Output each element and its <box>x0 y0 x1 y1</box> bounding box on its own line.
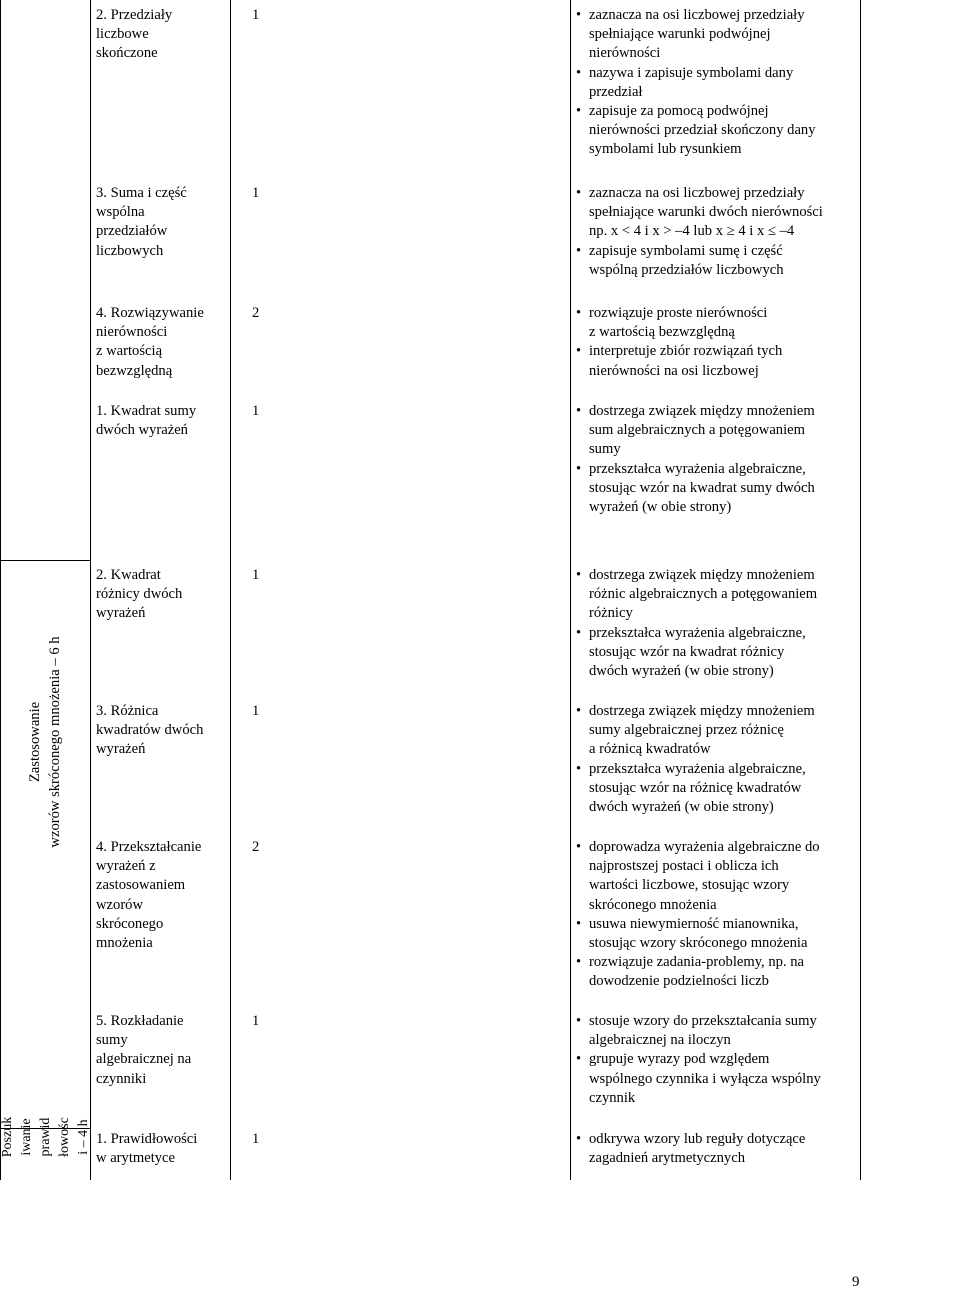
bullet-icon: • <box>576 242 582 259</box>
section-label-line: i – 4 h <box>76 1119 91 1155</box>
row-topic: 1. Kwadrat sumy dwóch wyrażeń <box>96 403 197 439</box>
bullet-icon: • <box>576 305 582 321</box>
requirement-item: • nazywa i zapisuje symbolami dany przedział <box>576 64 794 100</box>
bullet-icon: • <box>576 703 582 719</box>
page-number: 9 <box>852 1274 860 1290</box>
requirement-item: • zaznacza na osi liczbowej przedziały spełniające warunki podwójnej nierówności <box>576 7 805 62</box>
row-hours: 2 <box>252 839 260 855</box>
row-hours: 2 <box>252 305 260 321</box>
row-hours: 1 <box>252 567 260 583</box>
requirement-item: • dostrzega związek między mnożeniem sum algebraicznych a potęgowaniem sumy <box>576 403 815 458</box>
row-topic: 4. Rozwiązywanie nierówności z wartością bezwzględną <box>96 305 204 379</box>
bullet-icon: • <box>576 1013 582 1029</box>
bullet-icon: • <box>576 64 582 81</box>
requirement-item: • dostrzega związek między mnożeniem różnic algebraicznych a potęgowaniem różnicy <box>576 567 818 622</box>
row-topic: 3. Suma i część wspólna przedziałów liczbowych <box>96 185 187 259</box>
section-column-border <box>90 0 91 1180</box>
bullet-icon: • <box>576 760 582 777</box>
requirement-item: • grupuje wyrazy pod względem wspólnego czynnika i wyłącza wspólny czynnik <box>576 1051 821 1106</box>
row-requirements <box>576 6 866 160</box>
section-label-line: Poszuk <box>0 1116 15 1158</box>
bullet-icon: • <box>576 624 582 641</box>
row-requirements <box>576 304 866 381</box>
row-requirements <box>576 1130 866 1168</box>
row-requirements <box>576 566 866 681</box>
requirement-item: • doprowadza wyrażenia algebraiczne do najprostszej postaci i oblicza ich wartości liczbowe, stosując wzory skróconego mnożenia <box>576 839 820 913</box>
requirement-item: • stosuje wzory do przekształcania sumy algebraicznej na iloczyn <box>576 1013 817 1049</box>
section-divider-top <box>0 560 90 561</box>
requirement-item: • zapisuje za pomocą podwójnej nierówności przedział skończony dany symbolami lub rysunkiem <box>576 103 816 158</box>
bullet-icon: • <box>576 954 582 971</box>
requirement-item: • rozwiązuje zadania-problemy, np. na dowodzenie podzielności liczb <box>576 954 805 990</box>
row-hours: 1 <box>252 185 260 201</box>
requirement-item: • interpretuje zbiór rozwiązań tych nierówności na osi liczbowej <box>576 343 783 379</box>
requirement-item: • przekształca wyrażenia algebraiczne, stosując wzór na różnicę kwadratów dwóch wyrażeń (w obie strony) <box>576 760 806 816</box>
section-label-line: wzorów skróconego mnożenia – 6 h <box>47 636 63 848</box>
requirement-item: • rozwiązuje proste nierówności z wartością bezwzględną <box>576 305 768 341</box>
section-label-line: prawid <box>38 1117 53 1157</box>
section-label-wzory <box>25 592 65 892</box>
row-requirements <box>576 184 866 280</box>
row-topic: 2. Kwadrat różnicy dwóch wyrażeń <box>96 567 183 622</box>
reqs-column-border <box>570 0 571 1180</box>
row-hours: 1 <box>252 1013 260 1029</box>
row-topic: 3. Różnica kwadratów dwóch wyrażeń <box>96 703 204 758</box>
row-hours: 1 <box>252 7 260 23</box>
table-left-border <box>0 0 1 1180</box>
row-topic: 5. Rozkładanie sumy algebraicznej na czynniki <box>96 1013 192 1087</box>
bullet-icon: • <box>576 1131 582 1147</box>
bullet-icon: • <box>576 1051 582 1068</box>
requirement-item: • zaznacza na osi liczbowej przedziały spełniające warunki dwóch nierówności np. x < 4 i x > –4 lub x ≥ 4 i x ≤ –4 <box>576 185 823 240</box>
row-requirements <box>576 402 866 517</box>
requirement-item: • dostrzega związek między mnożeniem sumy algebraicznej przez różnicę a różnicą kwadratów <box>576 703 815 758</box>
section-label-line: łowośc <box>57 1117 72 1157</box>
bullet-icon: • <box>576 185 582 201</box>
hours-column-border <box>230 0 231 1180</box>
row-topic: 1. Prawidłowości w arytmetyce <box>96 1131 198 1167</box>
section-label-poszukiwanie <box>0 1089 94 1185</box>
bullet-icon: • <box>576 839 582 855</box>
row-topic: 2. Przedziały liczbowe skończone <box>96 7 173 62</box>
requirement-item: • przekształca wyrażenia algebraiczne, stosując wzór na kwadrat sumy dwóch wyrażeń (w obie strony) <box>576 460 815 516</box>
section-label-line: Zastosowanie <box>27 701 43 783</box>
requirement-item: • zapisuje symbolami sumę i część wspólną przedziałów liczbowych <box>576 242 784 278</box>
row-hours: 1 <box>252 703 260 719</box>
requirement-item: • odkrywa wzory lub reguły dotyczące zagadnień arytmetycznych <box>576 1131 806 1167</box>
bullet-icon: • <box>576 915 582 932</box>
requirement-item: • przekształca wyrażenia algebraiczne, stosując wzór na kwadrat różnicy dwóch wyrażeń (w obie strony) <box>576 624 806 680</box>
section-label-line: iwanie <box>19 1118 34 1156</box>
row-requirements <box>576 1012 866 1108</box>
bullet-icon: • <box>576 567 582 583</box>
requirement-item: • usuwa niewymierność mianownika, stosując wzory skróconego mnożenia <box>576 915 808 952</box>
row-hours: 1 <box>252 1131 260 1147</box>
bullet-icon: • <box>576 7 582 23</box>
row-requirements <box>576 838 866 992</box>
bullet-icon: • <box>576 460 582 477</box>
bullet-icon: • <box>576 403 582 419</box>
bullet-icon: • <box>576 103 582 120</box>
row-requirements <box>576 702 866 817</box>
row-hours: 1 <box>252 403 260 419</box>
row-topic: 4. Przekształcanie wyrażeń z zastosowaniem wzorów skróconego mnożenia <box>96 839 202 952</box>
bullet-icon: • <box>576 343 582 360</box>
